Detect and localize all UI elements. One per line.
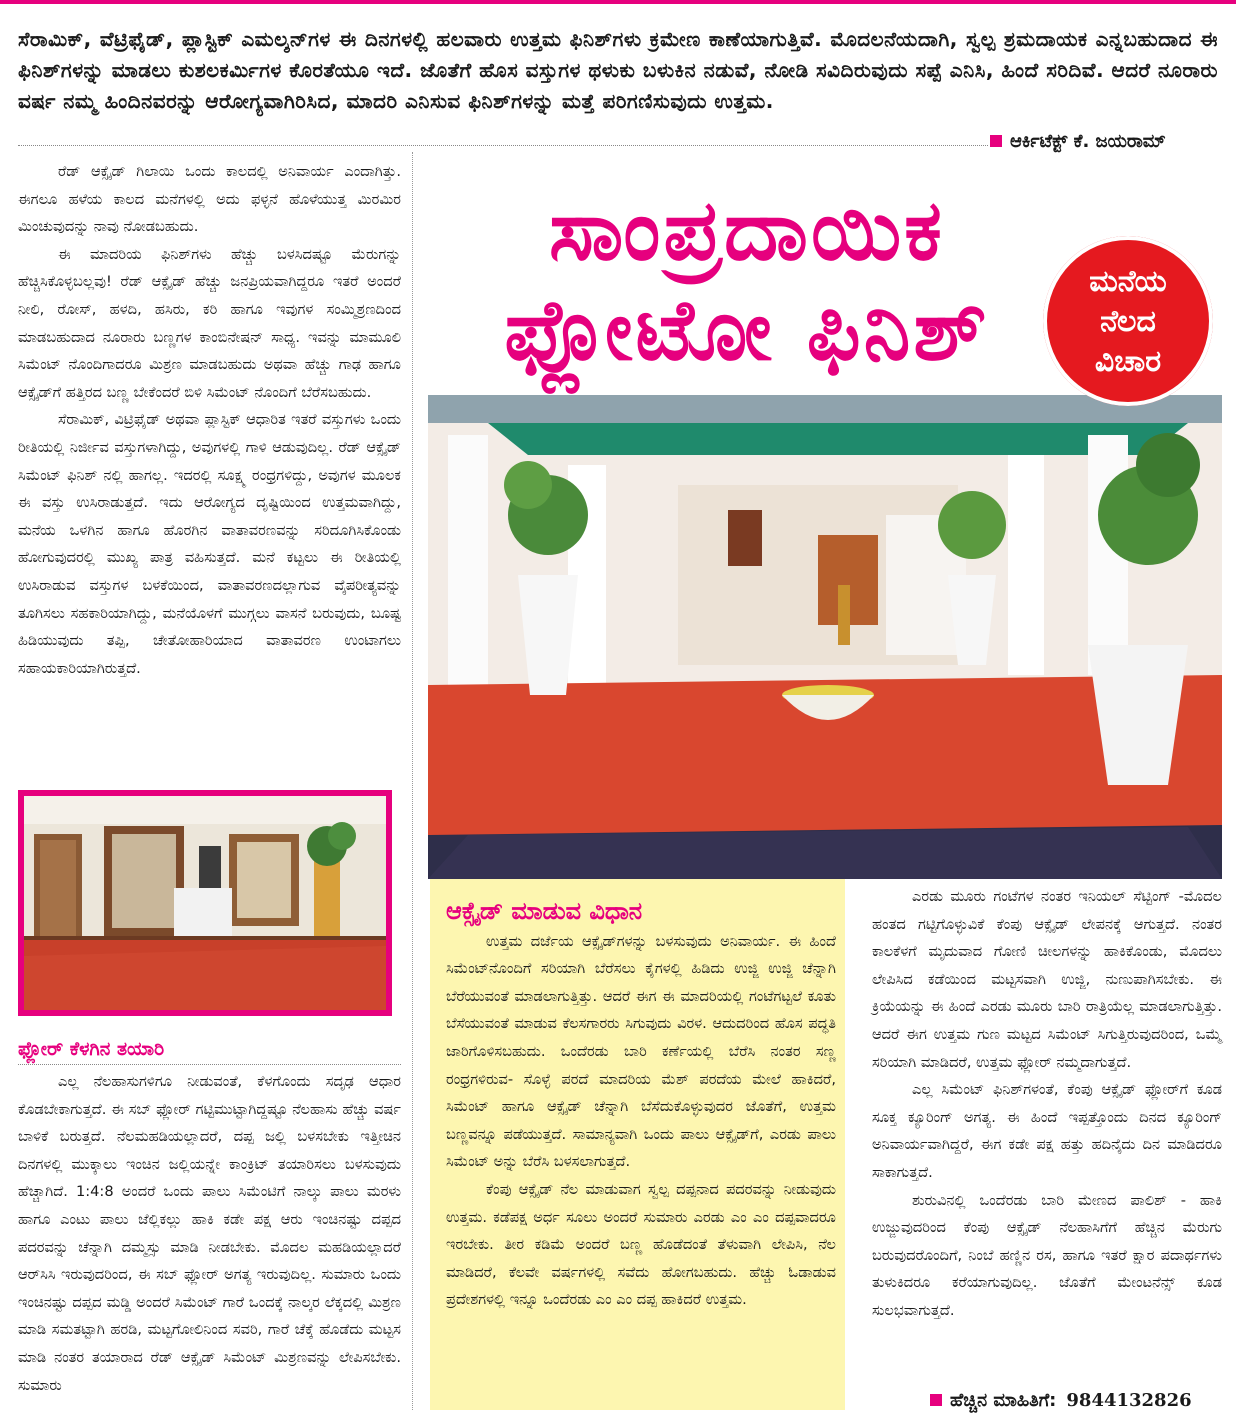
intro-paragraph: ಸೆರಾಮಿಕ್, ವೆಟ್ರಿಫೈಡ್, ಪ್ಲಾಸ್ಟಿಕ್ ಎಮಲ್ಶನ್‌ಗಳ ಈ ದಿನಗಳಲ್ಲಿ ಹಲವಾರು ಉತ್ತಮ ಫಿನಿಶ್‌ಗಳು ಕ್ರಮೇಣ ಕಾಣೆಯಾಗುತ್ತಿವೆ. ಮೊದಲನೆಯದಾಗಿ, ಸ್ವಲ್ಪ ಶ್ರಮದಾಯಕ ಎನ್ನಬಹುದಾದ ಈ ಫಿನಿಶ್‌ಗಳನ್ನು ಮಾಡಲು ಕುಶಲಕರ್ಮಿಗಳ ಕೊರತೆಯೂ ಇದೆ. ಜೊತೆಗೆ ಹೊಸ ವಸ್ತುಗಳ ಥಳುಕು ಬಳುಕಿನ ನಡುವೆ, ನೋಡಿ ಸವಿದಿರುವುದು ಸಪ್ಪೆ ಎನಿಸಿ, ಹಿಂದೆ ಸರಿದಿವೆ. ಆದರೆ ನೂರಾರು ವರ್ಷ ನಮ್ಮ ಹಿಂದಿನವರನ್ನು ಆರೋಗ್ಯವಾಗಿರಿಸಿದ, ಮಾದರಿ ಎನಿಸುವ ಫಿನಿಶ್‌ಗಳನ್ನು ಮತ್ತೆ ಪರಿಗಣಿಸುವುದು ಉತ್ತಮ. [18,27,1218,113]
paragraph: ಉತ್ತಮ ದರ್ಜೆಯ ಆಕ್ಸೈಡ್‌ಗಳನ್ನು ಬಳಸುವುದು ಅನಿವಾರ್ಯ. ಈ ಹಿಂದೆ ಸಿಮೆಂಟ್‌ನೊಂದಿಗೆ ಸರಿಯಾಗಿ ಬೆರೆಸಲು ಕೈಗಳಲ್ಲಿ ಹಿಡಿದು ಉಜ್ಜಿ ಉಜ್ಜಿ ಚೆನ್ನಾಗಿ ಬೆರೆಯುವಂತೆ ಮಾಡಲಾಗುತ್ತಿತ್ತು. ಆದರೆ ಈಗ ಈ ಮಾದರಿಯಲ್ಲಿ ಗಂಟೆಗಟ್ಟಲೆ ಕೂತು ಬೆಸೆಯುವಂತೆ ಮಾಡುವ ಕೆಲಸಗಾರರು ಸಿಗುವುದು ವಿರಳ. ಆದುದರಿಂದ ಹೊಸ ಪದ್ಧತಿ ಜಾರಿಗೊಳಿಸಬಹುದು. ಒಂದೆರಡು ಬಾರಿ ಕರ್ಣೆಯಲ್ಲಿ ಬೆರೆಸಿ ನಂತರ ಸಣ್ಣ ರಂಧ್ರಗಳಿರುವ- ಸೊಳ್ಳೆ ಪರದೆ ಮಾದರಿಯ ಮೆಶ್ ಪರದೆಯ ಮೇಲೆ ಹಾಕಿದರೆ, ಸಿಮೆಂಟ್ ಹಾಗೂ ಆಕ್ಸೈಡ್ ಚೆನ್ನಾಗಿ ಬೆಸೆದುಕೊಳ್ಳುವುದರ ಜೊತೆಗೆ, ಉತ್ತಮ ಬಣ್ಣವನ್ನೂ ಪಡೆಯುತ್ತದೆ. ಸಾಮಾನ್ಯವಾಗಿ ಒಂದು ಪಾಲು ಆಕ್ಸೈಡ್‌ಗೆ, ಎರಡು ಪಾಲು ಸಿಮೆಂಟ್ ಅನ್ನು ಬೆರೆಸಿ ಬಳಸಲಾಗುತ್ತದೆ. [446,932,836,1171]
headline [432,180,1062,380]
author-name: ಆರ್ಕಿಟೆಕ್ಟ್ ಕೆ. ಜಯರಾಮ್ [1010,131,1166,152]
headline-line-2: ಫ್ಲೋಟೋ ಫಿನಿಶ್ [504,281,990,379]
bullet-square-icon [990,135,1002,147]
section-badge [1043,236,1213,406]
paragraph: ಶುರುವಿನಲ್ಲಿ ಒಂದೆರಡು ಬಾರಿ ಮೇಣದ ಪಾಲಿಶ್ - ಹಾಕಿ ಉಜ್ಜುವುದರಿಂದ ಕೆಂಪು ಆಕ್ಸೈಡ್ ನೆಲಹಾಸಿಗೆಗೆ ಹೆಚ್ಚಿನ ಮೆರುಗು ಬರುವುದರೊಂದಿಗೆ, ನಿಂಬೆ ಹಣ್ಣಿನ ರಸ, ಹಾಗೂ ಇತರೆ ಕ್ಷಾರ ಪದಾರ್ಥಗಳು ತುಳುಕಿದರೂ ಕರೆಯಾಗುವುದಿಲ್ಲ. ಜೊತೆಗೆ ಮೇಂಟನೆನ್ಸ್ ಕೂಡ ಸುಲಭವಾಗುತ್ತದೆ. [872,1191,1222,1319]
paragraph: ರೆಡ್ ಆಕ್ಸೈಡ್ ಗಿಲಾಯಿ ಒಂದು ಕಾಲದಲ್ಲಿ ಅನಿವಾರ್ಯ ಎಂದಾಗಿತ್ತು. ಈಗಲೂ ಹಳೆಯ ಕಾಲದ ಮನೆಗಳಲ್ಲಿ ಅದು ಫಳ್ಳನೆ ಹೊಳೆಯುತ್ತ ಮಿರಮಿರ ಮಿಂಚುವುದನ್ನು ನಾವು ನೋಡಬಹುದು. [18,163,401,236]
paragraph: ಎರಡು ಮೂರು ಗಂಟೆಗಳ ನಂತರ ಇನಿಯಲ್ ಸೆಟ್ಟಿಂಗ್ -ಮೊದಲ ಹಂತದ ಗಟ್ಟಿಗೊಳ್ಳುವಿಕೆ ಕೆಂಪು ಆಕ್ಸೈಡ್ ಲೇಪನಕ್ಕೆ ಆಗುತ್ತದೆ. ನಂತರ ಕಾಲಕೆಳಗೆ ಮೃದುವಾದ ಗೋಣಿ ಚೀಲಗಳನ್ನು ಹಾಕಿಕೊಂಡು, ಮೊದಲು ಲೇಪಿಸಿದ ಕಡೆಯಿಂದ ಮಟ್ಟಸವಾಗಿ ಉಜ್ಜಿ, ನುಣುಪಾಗಿಸಬೇಕು. ಈ ಕ್ರಿಯೆಯನ್ನು ಈ ಹಿಂದೆ ಎರಡು ಮೂರು ಬಾರಿ ರಾತ್ರಿಯೆಲ್ಲ ಮಾಡಲಾಗುತ್ತಿತ್ತು. ಆದರೆ ಈಗ ಉತ್ತಮ ಗುಣ ಮಟ್ಟದ ಸಿಮೆಂಟ್ ಸಿಗುತ್ತಿರುವುದರಿಂದ, ಒಮ್ಮೆ ಸರಿಯಾಗಿ ಮಾಡಿದರೆ, ಉತ್ತಮ ಫ್ಲೋರ್ ನಮ್ಮದಾಗುತ್ತದೆ. [872,888,1222,1071]
paragraph: ಎಲ್ಲ ನೆಲಹಾಸುಗಳಿಗೂ ನೀಡುವಂತೆ, ಕೆಳಗೊಂದು ಸದೃಢ ಆಧಾರ ಕೊಡಬೇಕಾಗುತ್ತದೆ. ಈ ಸಬ್ ಫ್ಲೋರ್ ಗಟ್ಟಿಮುಟ್ಟಾಗಿದ್ದಷ್ಟೂ ನೆಲಹಾಸು ಹೆಚ್ಚು ವರ್ಷ ಬಾಳಿಕೆ ಬರುತ್ತದೆ. ನೆಲಮಹಡಿಯಲ್ಲಾದರೆ, ದಪ್ಪ ಜಲ್ಲಿ ಬಳಸಬೇಕು ಇತ್ತೀಚಿನ ದಿನಗಳಲ್ಲಿ ಮುಕ್ಕಾಲು ಇಂಚಿನ ಜಲ್ಲಿಯನ್ನೇ ಕಾಂಕ್ರಿಟ್ ತಯಾರಿಸಲು ಬಳಸುವುದು ಹೆಚ್ಚಾಗಿದೆ. 1:4:8 ಅಂದರೆ ಒಂದು ಪಾಲು ಸಿಮೆಂಟಿಗೆ ನಾಲ್ಕು ಪಾಲು ಮರಳು ಹಾಗೂ ಎಂಟು ಪಾಲು ಜೆಲ್ಲಿಕಲ್ಲು ಹಾಕಿ ಕಡೇ ಪಕ್ಷ ಆರು ಇಂಚಿನಷ್ಟು ದಪ್ಪದ ಪದರವನ್ನು ಚೆನ್ನಾಗಿ ದಮ್ಮಸ್ಸು ಮಾಡಿ ನೀಡಬೇಕು. ಮೊದಲ ಮಹಡಿಯಲ್ಲಾದರೆ ಆರ್‌ಸಿಸಿ ಇರುವುದರಿಂದ, ಈ ಸಬ್ ಫ್ಲೋರ್ ಅಗತ್ಯ ಇರುವುದಿಲ್ಲ. ಸುಮಾರು ಒಂದು ಇಂಚಿನಷ್ಟು ದಪ್ಪದ ಮಡ್ಡಿ ಅಂದರೆ ಸಿಮೆಂಟ್ ಗಾರೆ ಒಂದಕ್ಕೆ ನಾಲ್ಕರ ಲೆಕ್ಕದಲ್ಲಿ ಮಿಶ್ರಣ ಮಾಡಿ ಸಮತಟ್ಟಾಗಿ ಹರಡಿ, ಮಟ್ಟಗೋಲಿನಿಂದ ಸವರಿ, ಗಾರೆ ಚೆಕ್ಕೆ ಹೊಡೆದು ಮಟ್ಟಸ ಮಾಡಿ ನಂತರ ತಯಾರಾದ ರೆಡ್ ಆಕ್ಸೈಡ್ ಸಿಮೆಂಟ್ ಮಿಶ್ರಣವನ್ನು ಲೇಪಿಸಬೇಕು. ಸುಮಾರು [18,1073,401,1394]
right-column-body [872,883,1222,1325]
contact-label: ಹೆಚ್ಚಿನ ಮಾಹಿತಿಗೆ: [950,1390,1057,1411]
byline [990,131,1220,152]
paragraph: ಕೆಂಪು ಆಕ್ಸೈಡ್ ನೆಲ ಮಾಡುವಾಗ ಸ್ವಲ್ಪ ದಪ್ಪನಾದ ಪದರವನ್ನು ನೀಡುವುದು ಉತ್ತಮ. ಕಡೆಪಕ್ಷ ಅರ್ಧ ಸೂಲು ಅಂದರೆ ಸುಮಾರು ಎರಡು ಎಂ ಎಂ ದಪ್ಪವಾದರೂ ಇರಬೇಕು. ತೀರ ಕಡಿಮೆ ಅಂದರೆ ಬಣ್ಣ ಹೊಡೆದಂತೆ ತೆಳುವಾಗಿ ಲೇಪಿಸಿ, ನೆಲ ಮಾಡಿದರೆ, ಕೆಲವೇ ವರ್ಷಗಳಲ್ಲಿ ಸವೆದು ಹೋಗಬಹುದು. ಹೆಚ್ಚು ಓಡಾಡುವ ಪ್ರದೇಶಗಳಲ್ಲಿ ಇನ್ನೂ ಒಂದೆರಡು ಎಂ ಎಂ ದಪ್ಪ ಹಾಕಿದರೆ ಉತ್ತಮ. [446,1180,836,1309]
badge-line: ಮನೆಯ [1089,264,1167,299]
room-illustration [24,796,386,1010]
courtyard-photo [428,395,1222,879]
courtyard-illustration [428,395,1222,879]
oxide-method-heading: ಆಕ್ಸೈಡ್ ಮಾಡುವ ವಿಧಾನ [446,897,643,925]
headline-line-1: ಸಾಂಪ್ರದಾಯಿಕ [549,181,945,279]
oxide-method-body [446,898,836,1314]
paragraph: ಈ ಮಾದರಿಯ ಫಿನಿಶ್‌ಗಳು ಹೆಚ್ಚು ಬಳಸಿದಷ್ಟೂ ಮೆರುಗನ್ನು ಹೆಚ್ಚಿಸಿಕೊಳ್ಳಬಲ್ಲವು! ರೆಡ್ ಆಕ್ಸೈಡ್ ಹೆಚ್ಚು ಜನಪ್ರಿಯವಾಗಿದ್ದರೂ ಇತರೆ ಅಂದರೆ ನೀಲಿ, ರೋಸ್, ಹಳದಿ, ಹಸಿರು, ಕರಿ ಹಾಗೂ ಇವುಗಳ ಸಂಮ್ಮಿಶ್ರಣದಿಂದ ಮಾಡಬಹುದಾದ ನೂರಾರು ಬಣ್ಣಗಳ ಕಾಂಬಿನೇಷನ್ ಸಾಧ್ಯ. ಇವನ್ನು ಮಾಮೂಲಿ ಸಿಮೆಂಟ್ ನೊಂದಿಗಾದರೂ ಮಿಶ್ರಣ ಮಾಡಬಹುದು ಅಥವಾ ಹೆಚ್ಚು ಗಾಢ ಹಾಗೂ ಆಕ್ಸೈಡ್‌ಗೆ ಹತ್ತಿರದ ಬಣ್ಣ ಬೇಕೆಂದರೆ ಬಿಳಿ ಸಿಮೆಂಟ್ ನೊಂದಿಗೆ ಬೆರೆಸಬಹುದು. [18,245,401,401]
paragraph: ಎಲ್ಲ ಸಿಮೆಂಟ್ ಫಿನಿಶ್‌ಗಳಂತೆ, ಕೆಂಪು ಆಕ್ಸೈಡ್ ಫ್ಲೋರ್‌ಗೆ ಕೂಡ ಸೂಕ್ತ ಕ್ಯೂರಿಂಗ್ ಅಗತ್ಯ. ಈ ಹಿಂದೆ ಇಪ್ಪತ್ತೊಂದು ದಿನದ ಕ್ಯೂರಿಂಗ್ ಅನಿವಾರ್ಯವಾಗಿದ್ದರೆ, ಈಗ ಕಡೇ ಪಕ್ಷ ಹತ್ತು ಹದಿನೈದು ದಿನ ಮಾಡಿದರೂ ಸಾಕಾಗುತ್ತದೆ. [872,1081,1222,1181]
column-divider [412,152,413,1410]
room-interior-photo [18,790,392,1016]
left-column-body [18,158,401,682]
floor-prep-heading: ಫ್ಲೋರ್ ಕೆಳಗಿನ ತಯಾರಿ [18,1038,165,1060]
badge-line: ನೆಲದ [1100,304,1156,339]
contact-number: 9844132826 [1066,1390,1192,1411]
bullet-square-icon [930,1394,942,1406]
paragraph: ಸೆರಾಮಿಕ್, ವಿಟ್ರಿಫೈಡ್ ಅಥವಾ ಪ್ಲಾಸ್ಟಿಕ್ ಆಧಾರಿತ ಇತರೆ ವಸ್ತುಗಳು ಒಂದು ರೀತಿಯಲ್ಲಿ ನಿರ್ಜೀವ ವಸ್ತುಗಳಾಗಿದ್ದು, ಅವುಗಳಲ್ಲಿ ಗಾಳಿ ಆಡುವುದಿಲ್ಲ. ರೆಡ್ ಆಕ್ಸೈಡ್ ಸಿಮೆಂಟ್ ಫಿನಿಶ್ ನಲ್ಲಿ ಹಾಗಲ್ಲ. ಇದರಲ್ಲಿ ಸೂಕ್ಷ್ಮ ರಂಧ್ರಗಳಿದ್ದು, ಅವುಗಳ ಮೂಲಕ ಈ ವಸ್ತು ಉಸಿರಾಡುತ್ತದೆ. ಇದು ಆರೋಗ್ಯದ ದೃಷ್ಟಿಯಿಂದ ಉತ್ತಮವಾಗಿದ್ದು, ಮನೆಯ ಒಳಗಿನ ಹಾಗೂ ಹೊರಗಿನ ವಾತಾವರಣವನ್ನು ಸರಿದೂಗಿಸಿಕೊಂಡು ಹೋಗುವುದರಲ್ಲಿ ಮುಖ್ಯ ಪಾತ್ರ ವಹಿಸುತ್ತದೆ. ಮನೆ ಕಟ್ಟಲು ಈ ರೀತಿಯಲ್ಲಿ ಉಸಿರಾಡುವ ವಸ್ತುಗಳ ಬಳಕೆಯಿಂದ, ವಾತಾವರಣದಲ್ಲಾಗುವ ವೈಪರೀತ್ಯವನ್ನು ತೂಗಿಸಲು ಸಹಕಾರಿಯಾಗಿದ್ದು, ಮನೆಯೊಳಗೆ ಮುಗ್ಗಲು ವಾಸನೆ ಬರುವುದು, ಬೂಷ್ಟ ಹಿಡಿಯುವುದು ತಪ್ಪಿ, ಚೇತೋಹಾರಿಯಾದ ವಾತಾವರಣ ಉಂಟಾಗಲು ಸಹಾಯಕಾರಿಯಾಗಿರುತ್ತದೆ. [18,411,401,677]
byline-divider [18,145,988,146]
floor-prep-body [18,1068,401,1399]
contact-info [930,1390,1192,1411]
floor-prep-subhead-wrap [18,1038,401,1065]
badge-line: ವಿಚಾರ [1094,344,1162,379]
top-accent-rule [0,0,1236,4]
